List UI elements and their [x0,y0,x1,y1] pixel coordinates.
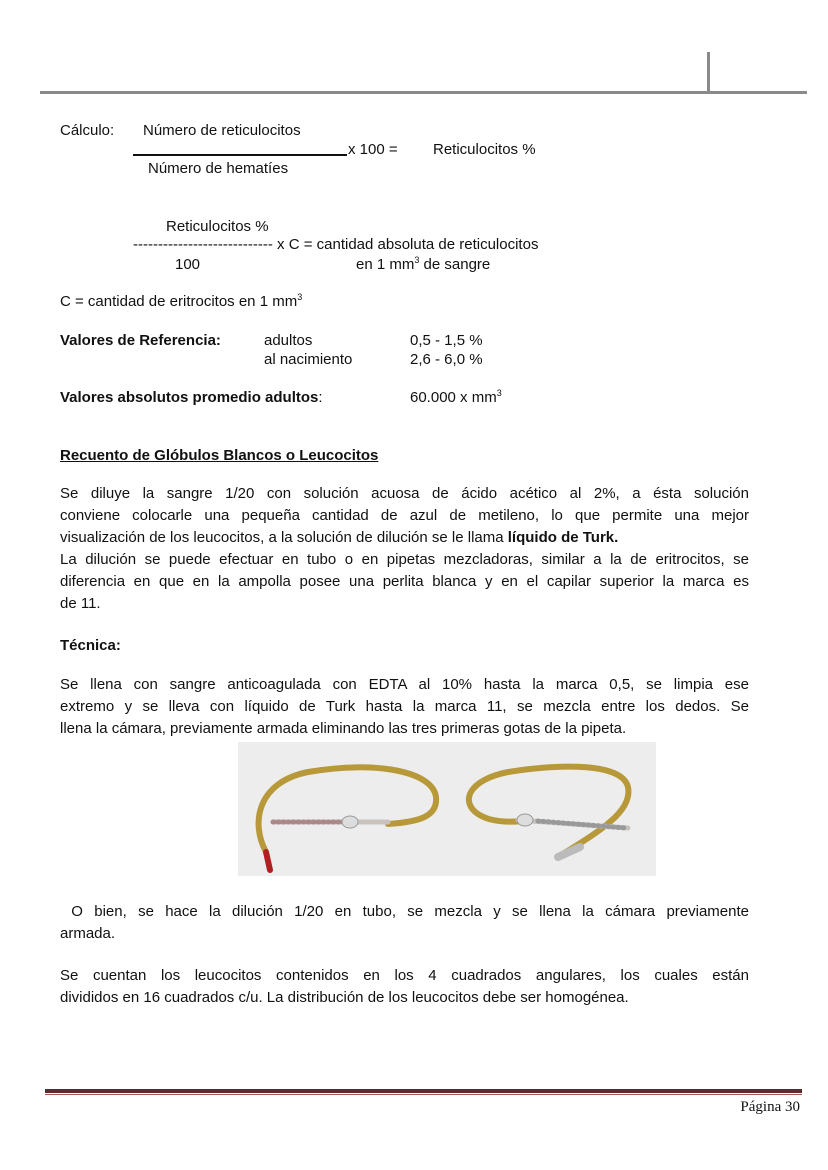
reference-group: al nacimiento [264,351,353,368]
fraction-line [133,154,347,156]
pipettes-photo [238,742,656,876]
section-title: Recuento de Glóbulos Blancos o Leucocitos [60,447,379,464]
footer-rule [45,1089,802,1093]
header-rule [40,91,807,94]
footer-rule-thin [45,1094,802,1095]
page-number: Página 30 [740,1099,800,1115]
calc-times: x 100 = [348,141,398,158]
calc-label: Cálculo: [60,122,115,139]
calc2-numerator: Reticulocitos % [166,218,269,235]
paragraph-count: Se cuentan los leucocitos contenidos en los 4 cuadrados angulares, los cuales están divididos en 16 cuadrados c/u. La distribución de los leucocitos debe ser homogénea. [60,967,749,1006]
calc-denominator: Número de hematíes [148,160,289,177]
calc2-line [133,236,538,254]
reference-group: adultos [264,332,313,349]
absolute-label: Valores absolutos promedio adultos: [60,389,323,406]
c-definition: C = cantidad de eritrocitos en 1 $mm^3$ [60,292,303,310]
calc2-rhs: x C = cantidad absoluta de reticulocitos [272,236,539,253]
reference-value: 2,6 - 6,0 % [410,351,483,368]
header-divider [707,52,710,92]
calc2-dashes: ---------------------------- [133,236,273,253]
reference-value: 0,5 - 1,5 % [410,332,483,349]
calc2-denominator: 100 [175,256,201,273]
calc2-rhs2: en 1 $mm^3$ de sangre [356,255,491,273]
paragraph-tube: O bien, se hace la dilución 1/20 en tubo, se mezcla y se llena la cámara previamente armada. [60,903,749,942]
absolute-value: 60.000 x $mm^3$ [410,388,502,406]
calc-result: Reticulocitos % [433,141,536,158]
turk-liquid-term: líquido de Turk. [507,529,619,546]
technique-title: Técnica: [60,637,121,654]
calc-numerator: Número de reticulocitos [143,122,301,139]
paragraph-dilution: Se diluye la sangre 1/20 con solución acuosa de ácido acético al 2%, a ésta solución conviene colocarle una pequeña cantidad de azul de metileno, lo que permite una mejor visualización de los leucocitos, a la solución de dilución se le llama líquido de Turk. La dilución se puede efectuar en tubo o en pipetas mezcladoras, similar a la de eritrocitos, se diferencia en que en la ampolla posee una perlita blanca y en el capilar superior la marca es de 11. [60,485,749,612]
paragraph-technique: Se llena con sangre anticoagulada con EDTA al 10% hasta la marca 0,5, se limpia ese extremo y se lleva con líquido de Turk hasta la marca 11, se mezcla entre los dedos. Se llena la cámara, previamente armada eliminando las tres primeras gotas de la pipeta. [60,676,749,737]
reference-label: Valores de Referencia: [60,332,221,349]
